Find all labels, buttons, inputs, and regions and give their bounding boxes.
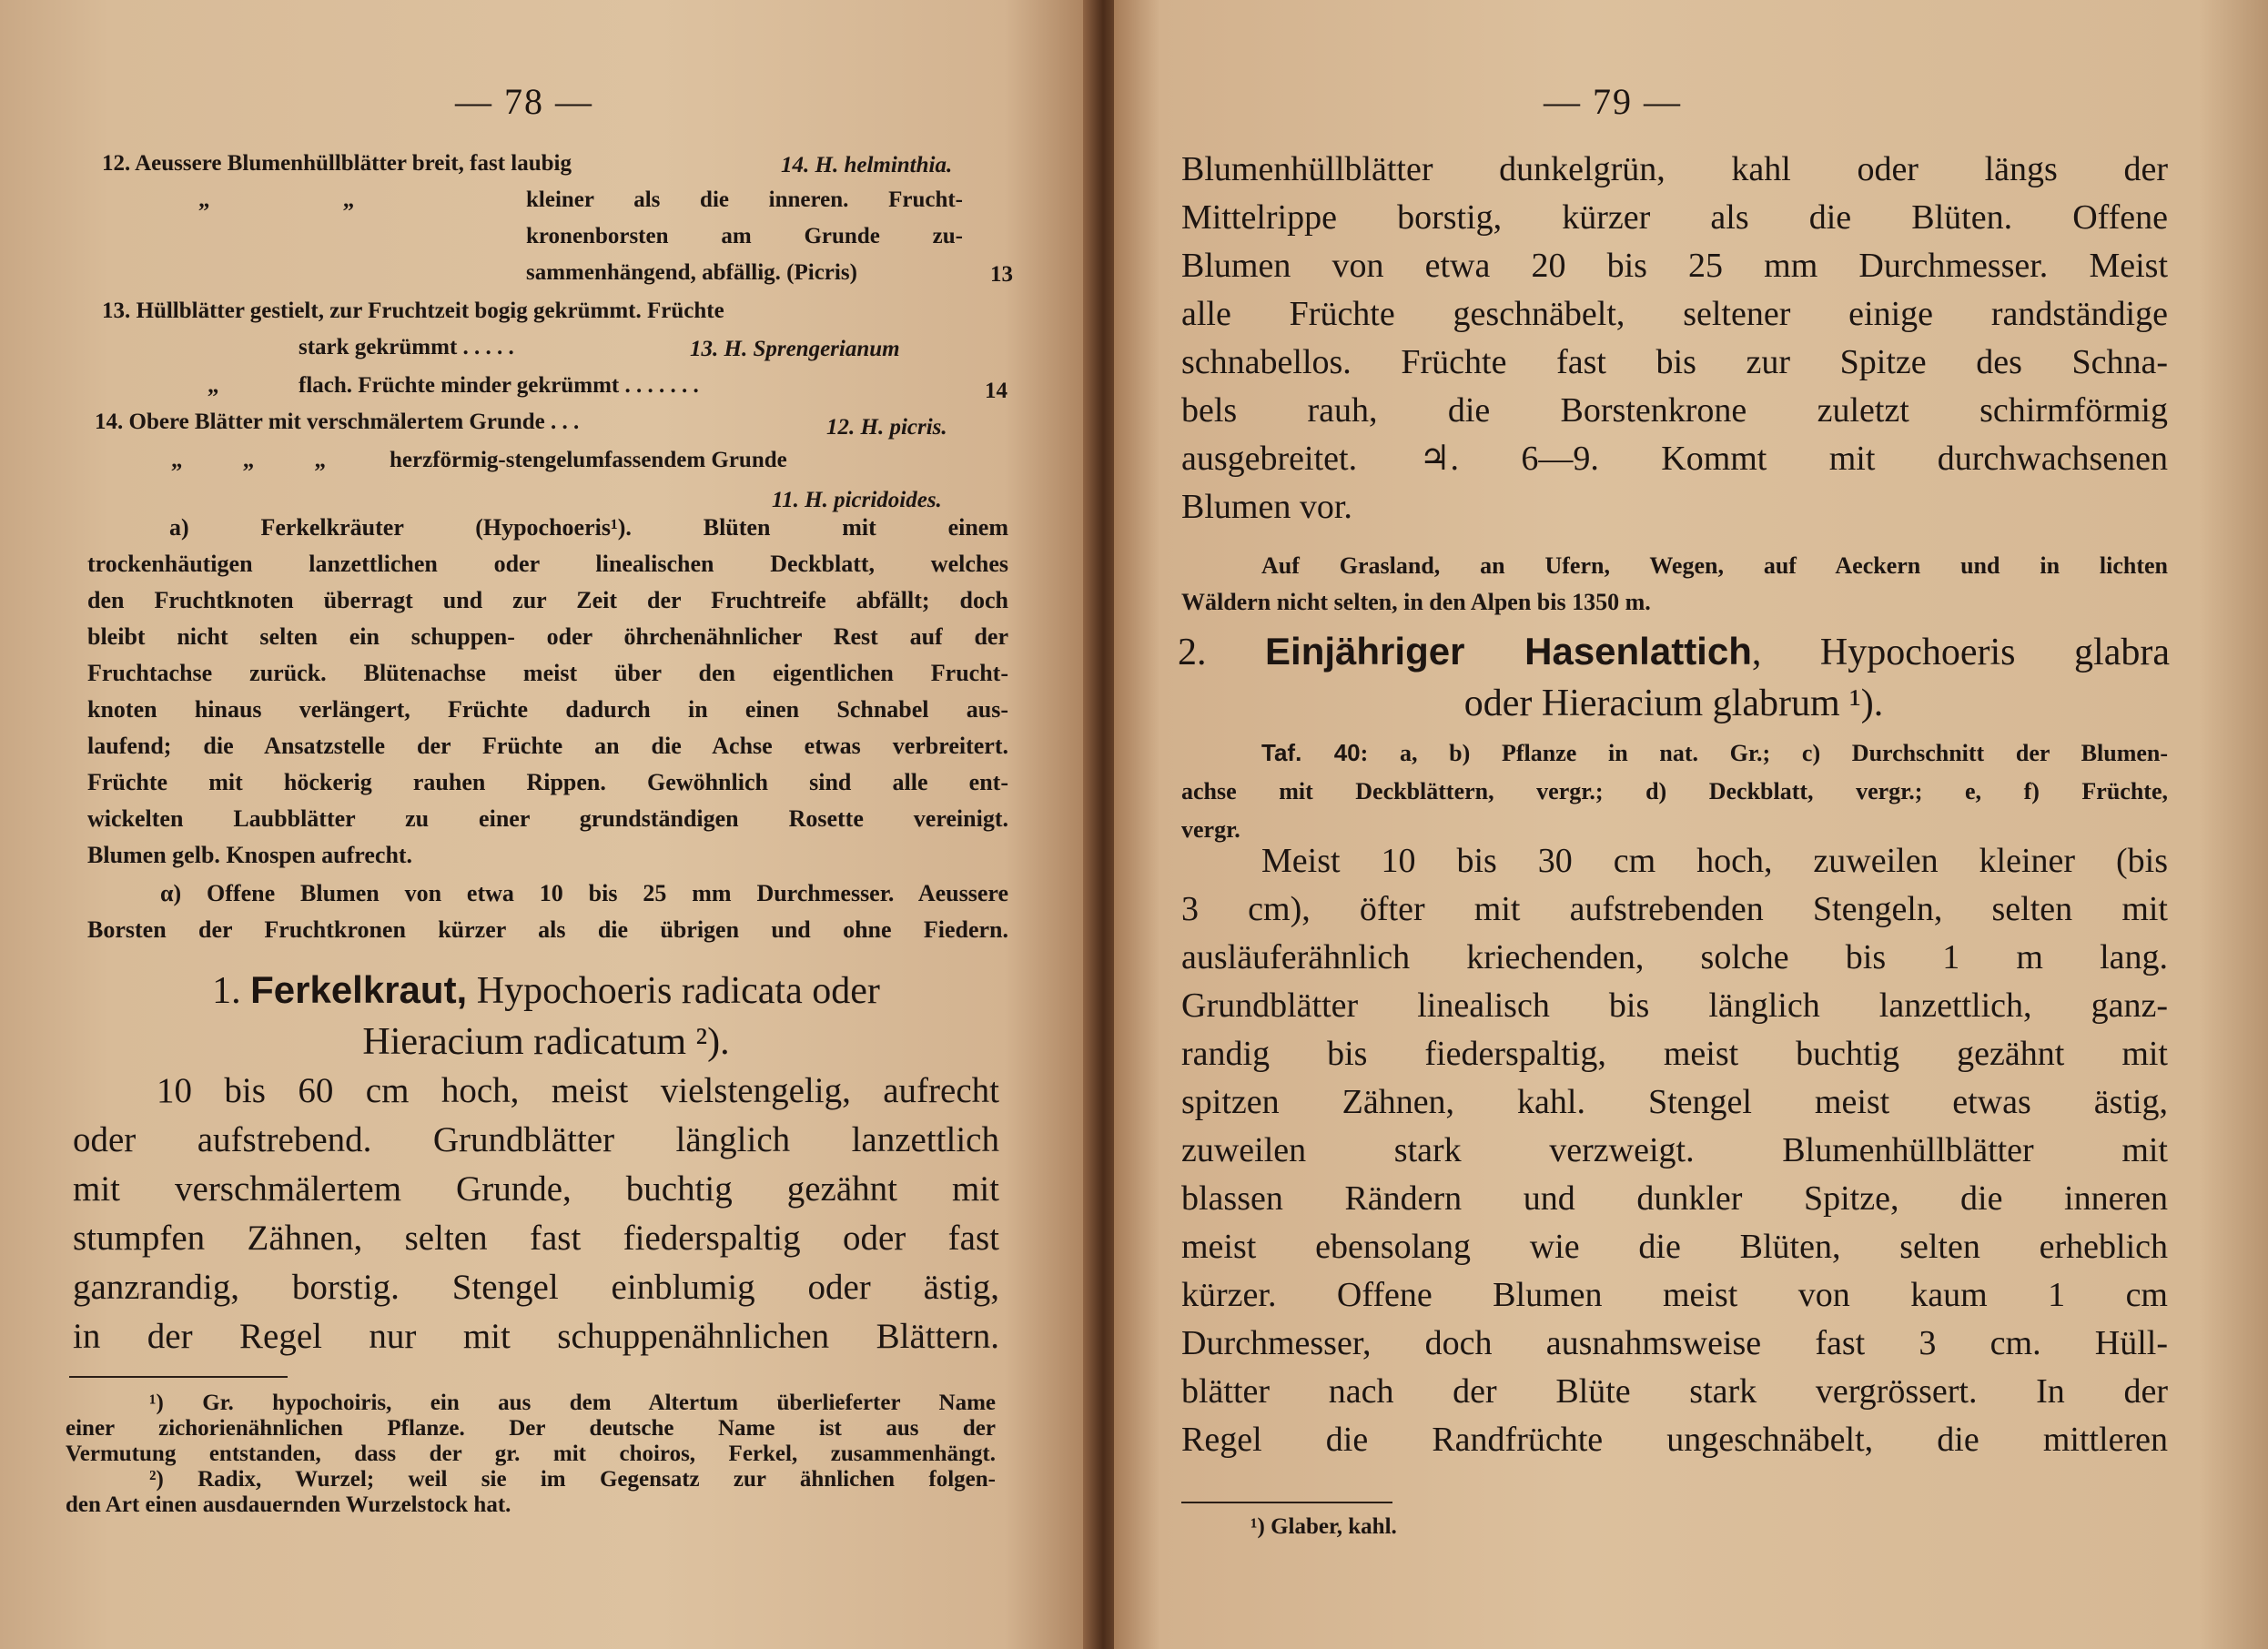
species-heading: 2. Einjähriger Hasenlattich, Hypochoeris glabra oder Hieracium glabrum ¹). [1178, 630, 2170, 724]
key-row-13a: 13. Hüllblätter gestielt, zur Fruchtzeit bogig gekrümmt. Früchte [102, 298, 724, 323]
key-target: 11. H. picridoides. [772, 488, 942, 512]
species-description: 10 bis 60 cm hoch, meist vielstengelig, aufrecht oder aufstrebend. Grundblätter länglich lanzettlich mit verschmälertem Grunde, buchtig gezähnt mit stumpfen Zähnen, selten fast fiederspaltig oder fast ganzrandig, borstig. Stengel einblumig oder ästig, in der Regel nur mit schuppenähnlichen Blättern. [73, 1071, 999, 1356]
habitat: Auf Grasland, an Ufern, Wegen, auf Aeckern und in lichten Wäldern nicht selten, in den Alpen bis 1350 m. [1181, 552, 2168, 615]
right-page [1114, 0, 2268, 1649]
key-target: 13. H. Sprengerianum [690, 337, 900, 361]
key-target: 14. H. helminthia. [781, 153, 953, 177]
key-row-14b: herzförmig-stengelumfassendem Grunde [390, 448, 787, 472]
key-row-14a: 14. Obere Blätter mit verschmälertem Grunde . . . [95, 410, 580, 434]
species-heading: 1. Ferkelkraut, Hypochoeris radicata oder Hieracium radicatum ²). [212, 968, 880, 1063]
page-number: — 79 — [1544, 81, 1682, 122]
ditto-mark: „ „ [198, 187, 355, 212]
species-name: Ferkelkraut, [250, 968, 468, 1011]
left-page [0, 0, 1092, 1649]
page-number: — 78 — [455, 81, 593, 122]
footnotes: ¹) Glaber, kahl. [1250, 1514, 1397, 1539]
key-target: 14 [985, 379, 1007, 403]
plate-reference: Taf. 40: a, b) Pflanze in nat. Gr.; c) Durchschnitt der Blumen- achse mit Deckblättern, vergr.; d) Deckblatt, vergr.; e, f) Früchte, vergr. [1181, 739, 2169, 843]
subgroup-alpha: α) Offene Blumen von etwa 10 bis 25 mm Durchmesser. Aeussere Borsten der Fruchtkronen kürzer als die übrigen und ohne Fiedern. [87, 880, 1008, 943]
key-row-13a-cont: stark gekrümmt . . . . . [299, 335, 514, 359]
plate-label: Taf. 40 [1261, 739, 1361, 766]
footnote-rule [69, 1376, 288, 1378]
key-row-12b: kleiner als die inneren. Frucht- kronenborsten am Grunde zu- sammenhängend, abfällig. (Picris) [526, 187, 963, 285]
key-target: 13 [990, 262, 1013, 287]
species-description-cont: Blumenhüllblätter dunkelgrün, kahl oder längs der Mittelrippe borstig, kürzer als die Blüten. Offene Blumen von etwa 20 bis 25 mm Durchmesser. Meist alle Früchte geschnäbelt, seltener einige randständige schnabellos. Früchte fast bis zur Spitze des Schna- bels rauh, die Borstenkrone zuletzt schirmförmig ausgebreitet. ♃. 6—9. Kommt mit durchwachsenen Blumen vor. [1181, 150, 2168, 526]
ditto-mark: „ [208, 373, 219, 398]
genus-description: a) Ferkelkräuter (Hypochoeris¹). Blüten mit einem trockenhäutigen lanzettlichen oder linealischen Deckblatt, welches den Fruchtknoten überragt und zur Zeit der Fruchtreife abfällt; doch bleibt nicht selten ein schuppen- oder öhrchenähnlicher Rest auf der Fruchtachse zurück. Blütenachse meist über den eigentlichen Frucht- knoten hinaus verlängert, Früchte dadurch in einen Schnabel aus- laufend; die Ansatzstelle der Früchte an die Achse etwas verbreitert. Früchte mit höckerig rauhen Rippen. Gewöhnlich sind alle ent- wickelten Laubblätter zu einer grundständigen Rosette vereinigt. Blumen gelb. Knospen aufrecht. [87, 514, 1008, 868]
footnotes: ¹) Gr. hypochoiris, ein aus dem Altertum überlieferter Name einer zichorienähnlichen Pflanze. Der deutsche Name ist aus der Vermutung entstanden, dass der gr. mit choiros, Ferkel, zusammenhängt. ²) Radix, Wurzel; weil sie im Gegensatz zur ähnlichen folgen- den Art einen ausdauernden Wurzelstock hat. [66, 1391, 996, 1517]
key-target: 12. H. picris. [826, 415, 947, 440]
species-description: Meist 10 bis 30 cm hoch, zuweilen kleiner (bis 3 cm), öfter mit aufstrebenden Stengeln, selten mit ausläuferähnlich kriechenden, solche bis 1 m lang. Grundblätter linealisch bis länglich lanzettlich, ganz- randig bis fiederspaltig, meist buchtig gezähnt mit spitzen Zähnen, kahl. Stengel meist etwas ästig, zuweilen stark verzweigt. Blumenhüllblätter mit blassen Rändern und dunkler Spitze, die inneren meist ebensolang wie die Blüten, selten erheblich kürzer. Offene Blumen meist von kaum 1 cm Durchmesser, doch ausnahmsweise fast 3 cm. Hüll- blätter nach der Blüte stark vergrössert. In der Regel die Randfrüchte ungeschnäbelt, die mittleren [1181, 842, 2168, 1459]
key-row-13b: flach. Früchte minder gekrümmt . . . . . . . [299, 373, 699, 398]
key-row-12a: 12. Aeussere Blumenhüllblätter breit, fast laubig [102, 151, 572, 176]
footnote-rule [1181, 1502, 1392, 1503]
species-name: Einjähriger Hasenlattich [1265, 630, 1752, 673]
ditto-mark: „ „ „ [171, 448, 326, 472]
